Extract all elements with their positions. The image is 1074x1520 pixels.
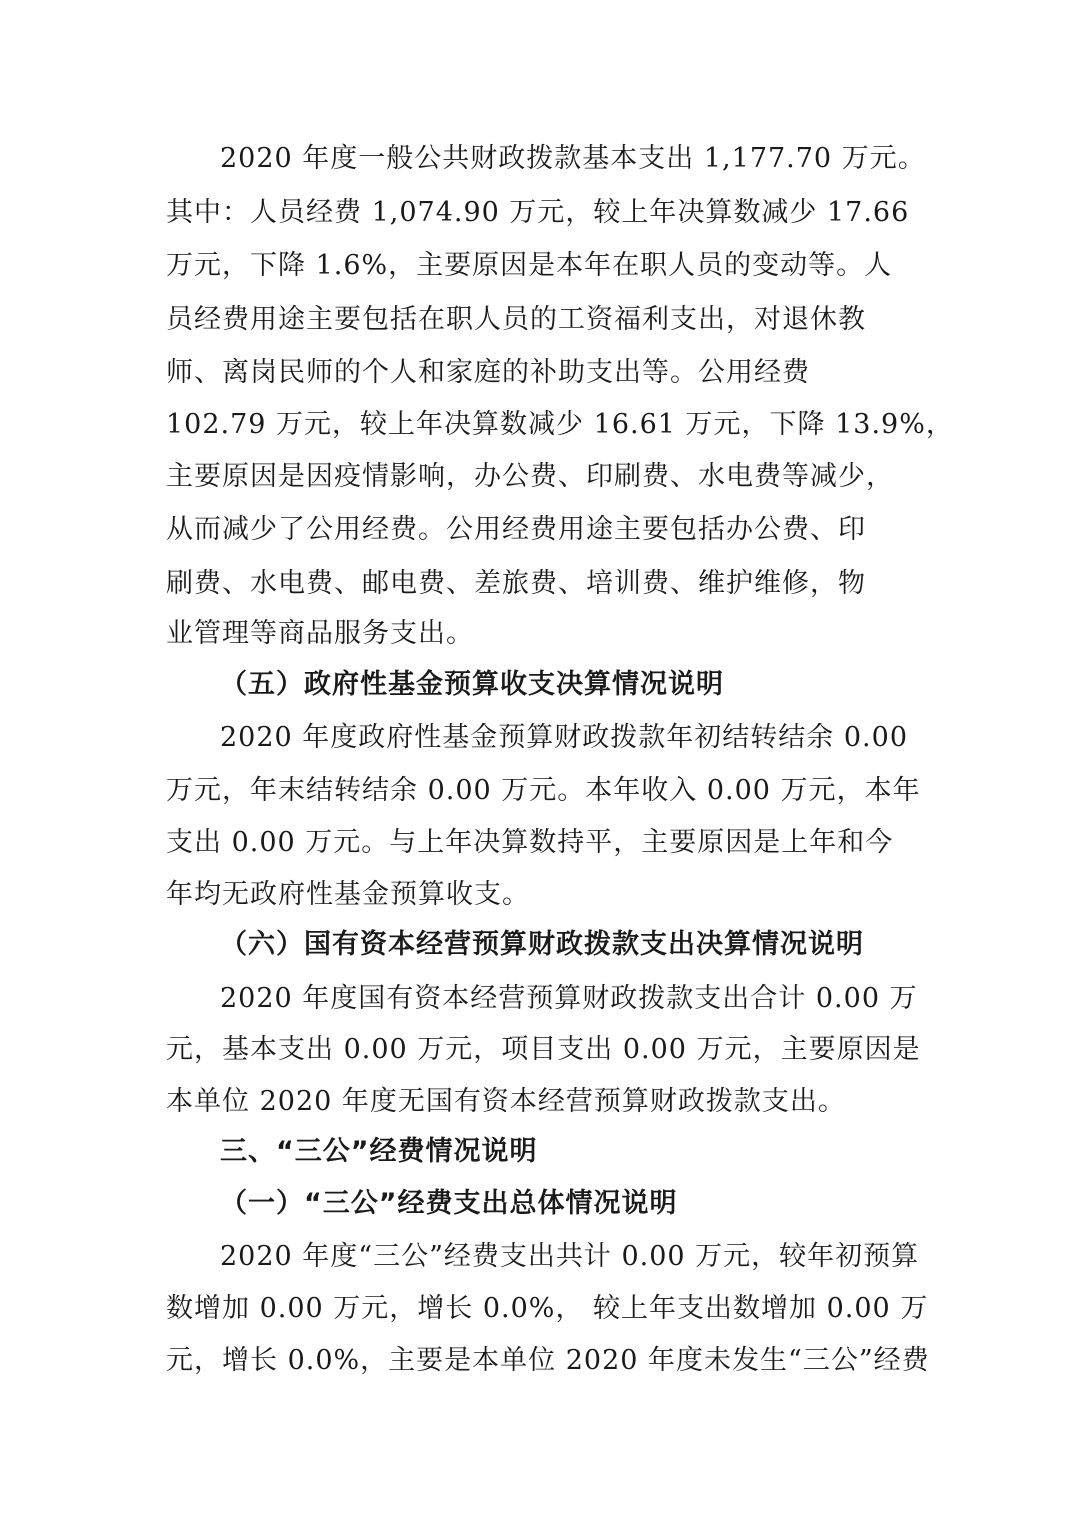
- section-heading-6: （六）国有资本经营预算财政拨款支出决算情况说明: [220, 929, 864, 960]
- text-line: 万元，下降 1.6%，主要原因是本年在职人员的变动等。人: [166, 250, 893, 281]
- text-line: 万元，年末结转结余 0.00 万元。本年收入 0.00 万元，本年: [166, 775, 921, 806]
- section-heading-3-1: （一）“三公”经费支出总体情况说明: [220, 1188, 678, 1219]
- text-line: 刷费、水电费、邮电费、差旅费、培训费、维护维修，物: [166, 568, 866, 599]
- text-line: 其中：人员经费 1,074.90 万元，较上年决算数减少 17.66: [166, 197, 910, 228]
- text-line: 元，增长 0.0%，主要是本单位 2020 年度未发生“三公”经费: [166, 1345, 930, 1376]
- text-line: 主要原因是因疫情影响，办公费、印刷费、水电费等减少，: [166, 461, 894, 492]
- text-line: 年均无政府性基金预算收支。: [166, 879, 530, 910]
- text-line: 从而减少了公用经费。公用经费用途主要包括办公费、印: [166, 514, 866, 545]
- text-line: 2020 年度政府性基金预算财政拨款年初结转结余 0.00: [220, 722, 908, 753]
- text-line: 元，基本支出 0.00 万元，项目支出 0.00 万元，主要原因是: [166, 1034, 921, 1065]
- text-line: 业管理等商品服务支出。: [166, 618, 474, 649]
- text-line: 师、离岗民师的个人和家庭的补助支出等。公用经费: [166, 357, 810, 388]
- text-line: 数增加 0.00 万元，增长 0.0%， 较上年支出数增加 0.00 万: [166, 1293, 929, 1324]
- section-heading-3: 三、“三公”经费情况说明: [220, 1136, 538, 1167]
- text-line: 2020 年度国有资本经营预算财政拨款支出合计 0.00 万: [220, 983, 918, 1014]
- text-line: 员经费用途主要包括在职人员的工资福利支出，对退休教: [166, 304, 866, 335]
- text-line: 本单位 2020 年度无国有资本经营预算财政拨款支出。: [166, 1086, 846, 1117]
- section-heading-5: （五）政府性基金预算收支决算情况说明: [220, 669, 724, 700]
- text-line: 2020 年度“三公”经费支出共计 0.00 万元，较年初预算: [220, 1241, 920, 1272]
- text-line: 支出 0.00 万元。与上年决算数持平，主要原因是上年和今: [166, 827, 894, 858]
- text-line: 2020 年度一般公共财政拨款基本支出 1,177.70 万元。: [220, 143, 926, 174]
- text-line: 102.79 万元，较上年决算数减少 16.61 万元，下降 13.9%，: [166, 409, 954, 440]
